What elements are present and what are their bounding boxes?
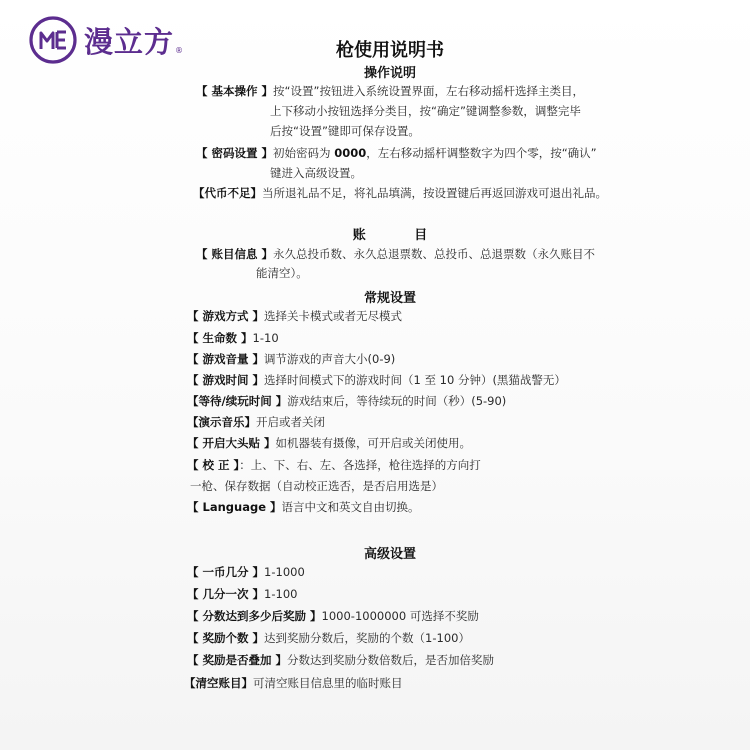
calibration-line-2: 一枪、保存数据（自动校正选否，是否启用选是） <box>190 479 443 493</box>
basic-ops-line-3: 后按“设置”键即可保存设置。 <box>270 124 420 138</box>
brand-name: 漫立方 <box>84 24 175 59</box>
general-item: 【 开启大头贴 】如机器装有摄像，可开启或关闭使用。 <box>187 436 472 450</box>
advanced-item: 【 奖励个数 】达到奖励分数后，奖励的个数（1-100） <box>187 631 470 645</box>
account-info-label: 账目信息 <box>211 247 258 261</box>
section-heading-ops: 操作说明 <box>363 66 416 81</box>
basic-ops-label: 基本操作 <box>211 84 258 98</box>
general-item: 【 游戏方式 】选择关卡模式或者无尽模式 <box>187 309 403 323</box>
password-line-2: 键进入高级设置。 <box>270 166 362 180</box>
password-code: 0000 <box>334 146 367 160</box>
account-info-line-1: 【 账目信息 】永久总投币数、永久总退票数、总投币、总退票数（永久账目不 <box>196 247 596 261</box>
general-item: 【 Language 】语言中文和英文自由切换。 <box>187 500 420 514</box>
general-item: 【等待/续玩时间 】游戏结束后，等待续玩的时间（秒）(5-90) <box>187 394 507 408</box>
section-heading-account: 账 目 <box>352 228 450 243</box>
account-info-line-2: 能清空）。 <box>256 266 308 280</box>
general-item: 【 游戏音量 】调节游戏的声音大小(0-9) <box>187 352 396 366</box>
advanced-item: 【 分数达到多少后奖励 】1000-1000000 可选择不奖励 <box>187 609 479 623</box>
advanced-item: 【 奖励是否叠加 】分数达到奖励分数倍数后，是否加倍奖励 <box>187 653 495 667</box>
coin-label: 代币不足 <box>204 186 251 200</box>
registered-mark: ® <box>175 46 184 55</box>
advanced-item: 【 一币几分 】1-1000 <box>187 565 305 579</box>
general-item: 【演示音乐】开启或者关闭 <box>187 415 325 429</box>
general-item: 【 游戏时间 】选择时间模式下的游戏时间（1 至 10 分钟）(黑猫战警无） <box>187 373 566 387</box>
general-item: 【 校 正 】：上、下、右、左、各选择，枪往选择的方向打 <box>187 458 481 472</box>
section-heading-general: 常规设置 <box>363 291 416 306</box>
advanced-item: 【 几分一次 】1-100 <box>187 587 298 601</box>
basic-ops-line-2: 上下移动小按钮选择分类目，按“确定”键调整参数，调整完毕 <box>270 104 581 118</box>
password-label: 密码设置 <box>211 146 258 160</box>
basic-ops-line-1: 【 基本操作 】按“设置”按钮进入系统设置界面，左右移动摇杆选择主类目， <box>196 84 584 98</box>
advanced-item: 【清空账目】可清空账目信息里的临时账目 <box>184 676 403 690</box>
manual-title: 枪使用说明书 <box>336 40 444 61</box>
password-line-1: 【 密码设置 】初始密码为 0000，左右移动摇杆调整数字为四个零，按“确认” <box>196 146 597 160</box>
section-heading-advanced: 高级设置 <box>363 547 416 562</box>
general-item: 【 生命数 】1-10 <box>187 331 279 345</box>
coin-line: 【代币不足】当所退礼品不足，将礼品填满，按设置键后再返回游戏可退出礼品。 <box>193 186 607 200</box>
